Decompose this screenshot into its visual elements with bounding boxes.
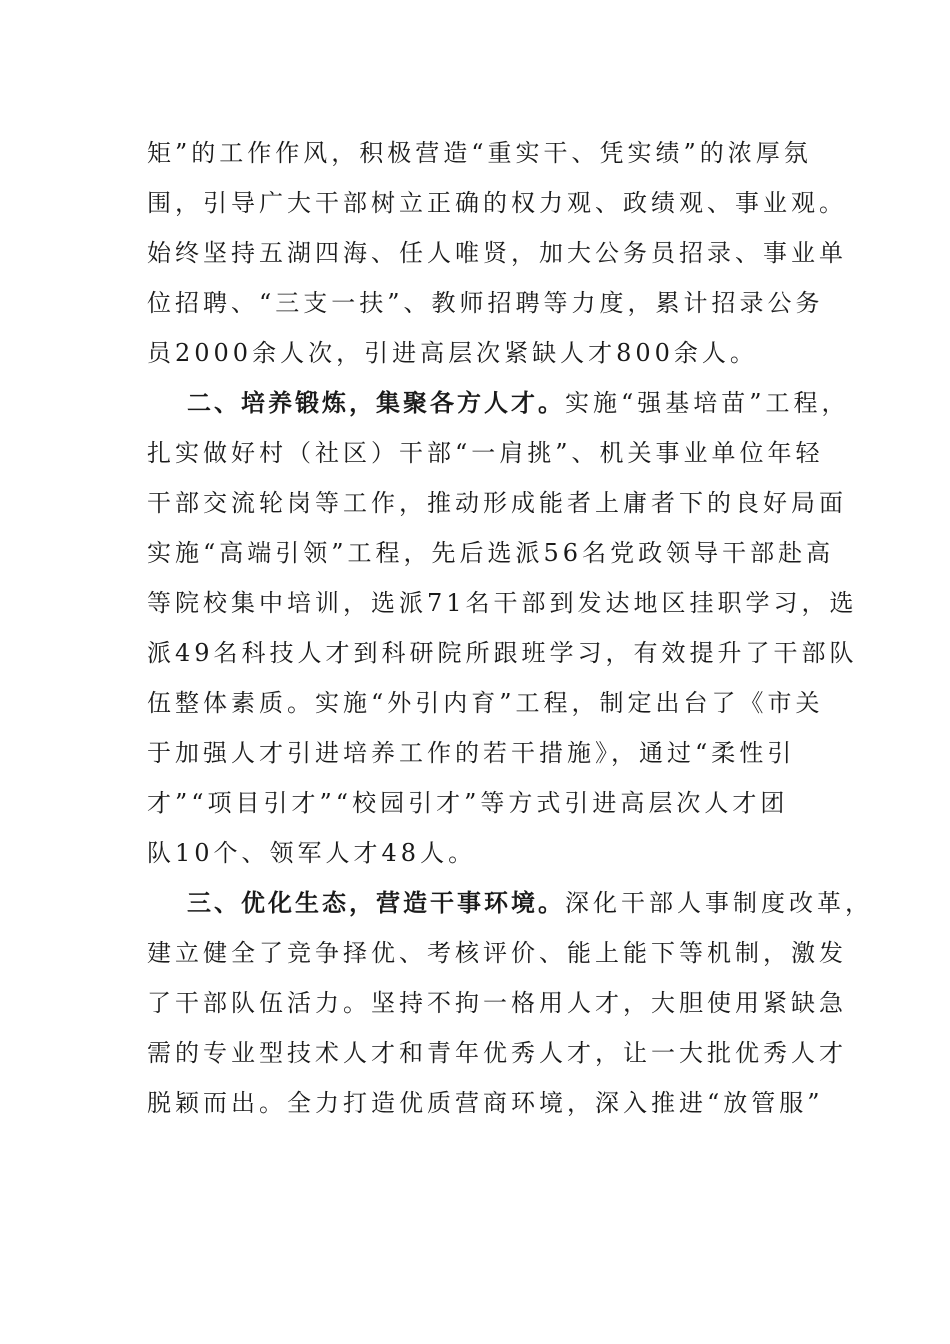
paragraph-2-line-10: 队10个、领军人才48人。 [147, 839, 477, 867]
paragraph-2-line-9: 才”“项目引才”“校园引才”等方式引进高层次人才团 [147, 789, 789, 817]
paragraph-2-line-2: 扎实做好村（社区）干部“一肩挑”、机关事业单位年轻 [147, 439, 824, 467]
paragraph-2-line-7: 伍整体素质。实施“外引内育”工程，制定出台了《市关 [147, 689, 824, 717]
paragraph-3-first-line [187, 878, 873, 928]
paragraph-2-line-6: 派49名科技人才到科研院所跟班学习，有效提升了干部队 [147, 639, 858, 667]
paragraph-2-line-4: 实施“高端引领”工程，先后选派56名党政领导干部赴高 [147, 539, 835, 567]
paragraph-3-heading: 三、优化生态，营造干事环境。 [187, 889, 565, 917]
paragraph-2-heading: 二、培养锻炼，集聚各方人才。 [187, 389, 565, 417]
paragraph-1-line-3: 始终坚持五湖四海、任人唯贤，加大公务员招录、事业单 [147, 239, 847, 267]
paragraph-3-line-2: 建立健全了竞争择优、考核评价、能上能下等机制，激发 [147, 939, 847, 967]
paragraph-2-first-line-text: 实施“强基培苗”工程， [565, 389, 850, 417]
paragraph-1-line-5: 员2000余人次，引进高层次紧缺人才800余人。 [147, 339, 758, 367]
paragraph-1-line-4: 位招聘、“三支一扶”、教师招聘等力度，累计招录公务 [147, 289, 824, 317]
paragraph-1-line-1: 矩”的工作作风，积极营造“重实干、凭实绩”的浓厚氛 [147, 139, 812, 167]
paragraph-2-line-5: 等院校集中培训，选派71名干部到发达地区挂职学习，选 [147, 589, 858, 617]
paragraph-3-first-line-text: 深化干部人事制度改革， [565, 889, 873, 917]
paragraph-3-line-5: 脱颖而出。全力打造优质营商环境，深入推进“放管服” [147, 1089, 824, 1117]
paragraph-2-line-8: 于加强人才引进培养工作的若干措施》，通过“柔性引 [147, 739, 796, 767]
paragraph-2-line-3: 干部交流轮岗等工作，推动形成能者上庸者下的良好局面 [147, 489, 847, 517]
paragraph-2-first-line [187, 378, 850, 428]
paragraph-3-line-4: 需的专业型技术人才和青年优秀人才，让一大批优秀人才 [147, 1039, 847, 1067]
paragraph-1-line-2: 围，引导广大干部树立正确的权力观、政绩观、事业观。 [147, 189, 847, 217]
paragraph-3-line-3: 了干部队伍活力。坚持不拘一格用人才，大胆使用紧缺急 [147, 989, 847, 1017]
